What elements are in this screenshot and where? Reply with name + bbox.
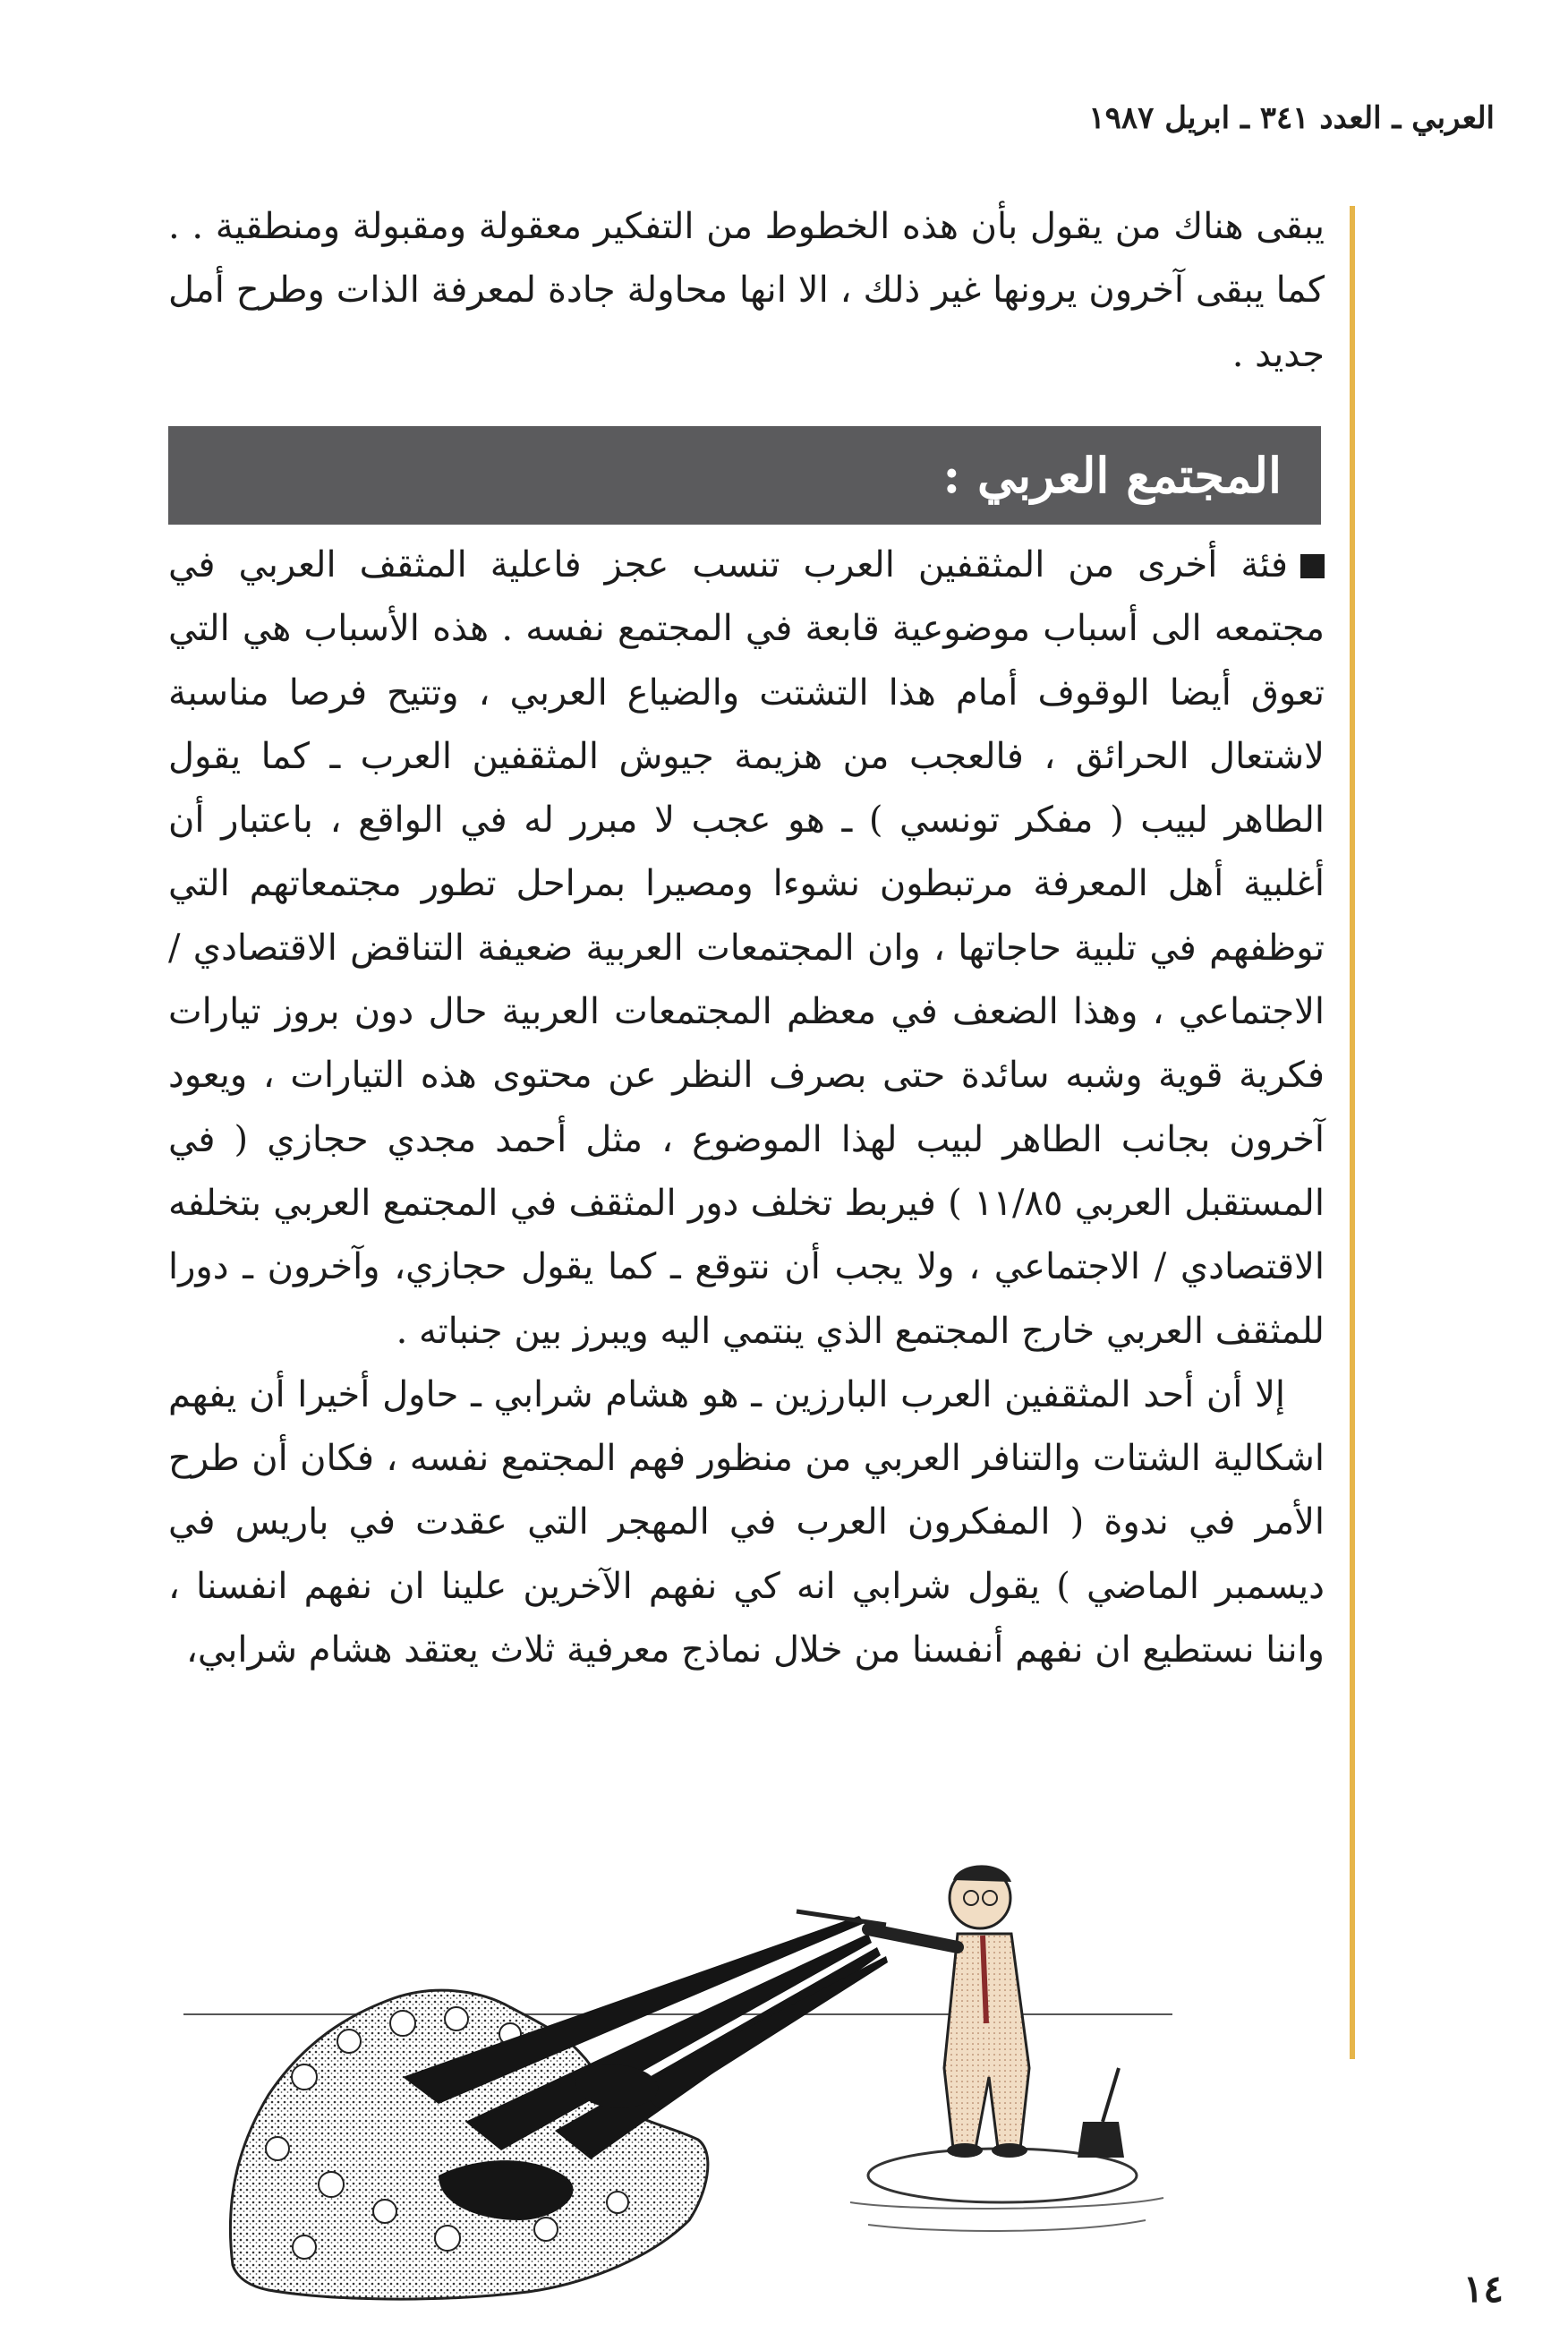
running-header: العربي ـ العدد ٣٤١ ـ ابريل ١٩٨٧ [1088,100,1495,136]
intro-text [168,195,1325,387]
paragraph-2: إلا أن أحد المثقفين العرب البارزين ـ هو هشام شرابي ـ حاول أخيرا أن يفهم اشكالية الشتات والتنافر العربي من منظور فهم المجتمع نفسه ، فكان أن طرح الأمر في ندوة ( المفكرون العرب في المهجر التي عقدت في باريس في ديسمبر الماضي ) يقول شرابي انه كي نفهم الآخرين علينا ان نفهم انفسنا ، واننا نستطيع ان نفهم أنفسنا من خلال نماذج معرفية ثلاث يعتقد هشام شرابي، [168,1373,1325,1671]
page-number: ١٤ [1462,2267,1504,2311]
section-heading-band [168,426,1321,525]
article-body [168,534,1325,1682]
quill-in-pot [1103,2068,1119,2122]
square-bullet-icon [1300,554,1325,578]
section-heading: المجتمع العربي : [942,447,1282,504]
writer-figure [797,1865,1029,2158]
paragraph-1: فئة أخرى من المثقفين العرب تنسب عجز فاعلية المثقف العربي في مجتمعه الى أسباب موضوعية قابعة في المجتمع نفسه . هذه الأسباب هي التي تعوق أيضا الوقوف أمام هذا التشتت والضياع العربي ، وتتيح فرصا مناسبة لاشتعال الحرائق ، فالعجب من هزيمة جيوش المثقفين العرب ـ كما يقول الطاهر لبيب ( مفكر تونسي ) ـ هو عجب لا مبرر له في الواقع ، باعتبار أن أغلبية أهل المعرفة مرتبطون نشوءا ومصيرا بمراحل تطور مجتمعاتهم التي توظفهم في تلبية حاجاتها ، وان المجتمعات العربية ضعيفة التناقض الاقتصادي / الاجتماعي ، وهذا الضعف في معظم المجتمعات العربية حال دون بروز تيارات فكرية قوية وشبه سائدة حتى بصرف النظر عن محتوى هذه التيارات ، ويعود آخرون بجانب الطاهر لبيب لهذا الموضوع ، مثل أحمد مجدي حجازي ( في المستقبل العربي ١١/٨٥ ) فيربط تخلف دور المثقف في المجتمع العربي بتخلفه الاقتصادي / الاجتماعي ، ولا يجب أن نتوقع ـ كما يقول حجازي، وآخرون ـ دورا للمثقف العربي خارج المجتمع الذي ينتمي اليه ويبرز بين جنباته . [168,544,1325,1352]
column-rule [1350,206,1355,2059]
intro-paragraph: يبقى هناك من يقول بأن هذه الخطوط من التفكير معقولة ومقبولة ومنطقية . . كما يبقى آخرون يرونها غير ذلك ، الا انها محاولة جادة لمعرفة الذات وطرح أمل جديد . [168,206,1325,375]
ink-pot [1078,2122,1124,2158]
cartoon-illustration [170,1799,1280,2310]
paragraph-1-wrapper [168,534,1325,1363]
